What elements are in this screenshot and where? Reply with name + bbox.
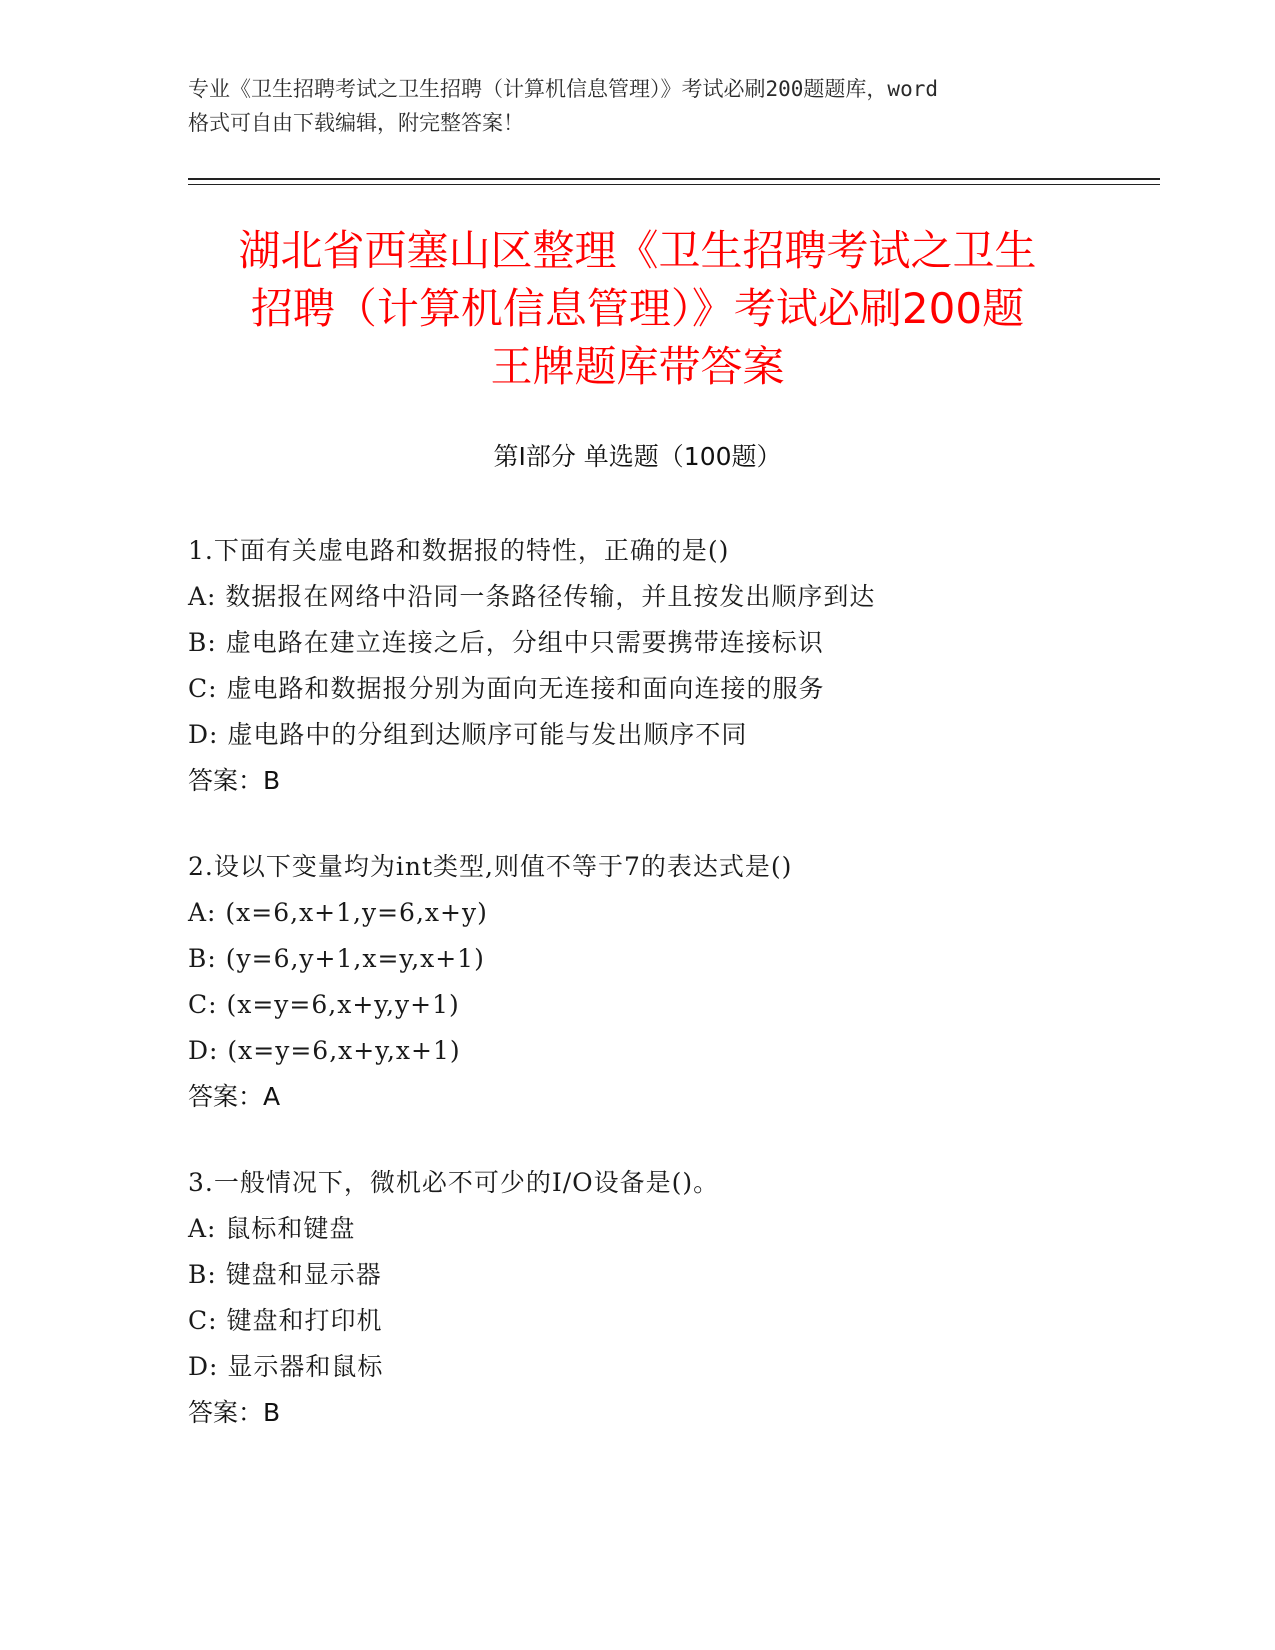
question-stem: 1.下面有关虚电路和数据报的特性，正确的是(): [188, 536, 730, 565]
option-d: D: 显示器和鼠标: [188, 1352, 384, 1381]
header-divider-thin: [188, 184, 1160, 185]
question-stem: 3.一般情况下，微机必不可少的I/O设备是()。: [188, 1168, 720, 1197]
option-a: A: 数据报在网络中沿同一条路径传输，并且按发出顺序到达: [188, 582, 876, 611]
question-list: [188, 528, 1188, 1476]
question-stem: 2.设以下变量均为int类型,则值不等于7的表达式是(): [188, 852, 793, 881]
header-note-line-1: 专业《卫生招聘考试之卫生招聘（计算机信息管理）》考试必刷200题题库，word: [188, 77, 938, 101]
answer: 答案：B: [188, 1398, 281, 1427]
option-c: C: (x=y=6,x+y,y+1): [188, 990, 460, 1019]
document-title-line-2: 招聘（计算机信息管理）》考试必刷200题: [250, 284, 1025, 333]
answer: 答案：B: [188, 766, 281, 795]
option-a: A: (x=6,x+1,y=6,x+y): [188, 898, 488, 927]
option-c: C: 键盘和打印机: [188, 1306, 383, 1335]
option-b: B: 虚电路在建立连接之后，分组中只需要携带连接标识: [188, 628, 824, 657]
option-c: C: 虚电路和数据报分别为面向无连接和面向连接的服务: [188, 674, 825, 703]
document-title: [150, 222, 1125, 396]
document-title-line-3: 王牌题库带答案: [490, 342, 785, 391]
option-b: B: (y=6,y+1,x=y,x+1): [188, 944, 485, 973]
question-2: [188, 844, 1188, 1120]
document-title-line-1: 湖北省西塞山区整理《卫生招聘考试之卫生: [238, 226, 1037, 275]
question-1: [188, 528, 1188, 804]
option-d: D: 虚电路中的分组到达顺序可能与发出顺序不同: [188, 720, 748, 749]
section-heading: 第I部分 单选题（100题）: [493, 442, 782, 471]
header-note: [188, 72, 1088, 140]
option-b: B: 键盘和显示器: [188, 1260, 382, 1289]
answer: 答案：A: [188, 1082, 281, 1111]
header-note-line-2: 格式可自由下载编辑，附完整答案！: [188, 111, 524, 135]
question-3: [188, 1160, 1188, 1436]
option-a: A: 鼠标和键盘: [188, 1214, 356, 1243]
header-divider-thick: [188, 178, 1160, 180]
option-d: D: (x=y=6,x+y,x+1): [188, 1036, 461, 1065]
